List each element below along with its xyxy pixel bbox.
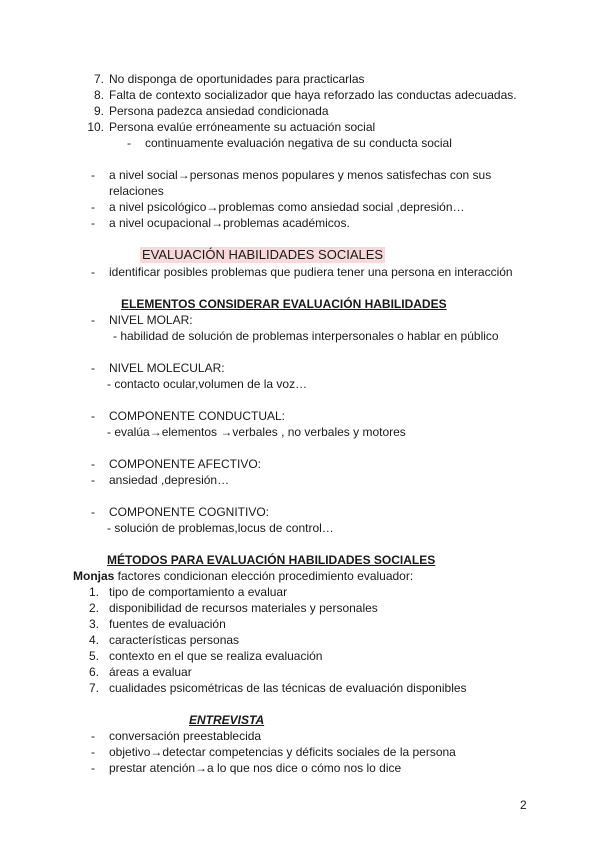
element-detail: - evalúa→elementos →verbales , no verbales y motores [107,425,406,439]
methods-intro-text: factores condicionan elección procedimiento evaluador: [114,569,414,583]
list-item-continuation: relaciones [109,184,164,198]
list-item: a nivel ocupacional→problemas académicos. [109,216,350,230]
list-number: 8. [93,88,104,102]
element-title: COMPONENTE COGNITIVO: [109,505,270,519]
list-number: 7. [93,72,104,86]
bullet-dash: - [91,361,95,375]
element-title: COMPONENTE CONDUCTUAL: [109,409,286,423]
element-title: COMPONENTE AFECTIVO: [109,457,262,471]
list-number: 4. [88,633,99,647]
methods-intro [73,568,413,584]
bullet-dash: - [91,745,95,759]
bullet-dash: - [91,409,95,423]
bullet-dash: - [91,265,95,279]
list-item: tipo de comportamiento a evaluar [109,585,288,599]
list-item: fuentes de evaluación [109,617,226,631]
element-detail: - habilidad de solución de problemas interpersonales o hablar en público [113,329,499,343]
list-item: No disponga de oportunidades para practicarlas [109,72,365,86]
list-item: características personas [109,633,240,647]
list-item: conversación preestablecida [109,729,262,743]
bullet-dash: - [91,200,95,214]
highlighted-heading: EVALUACIÓN HABILIDADES SOCIALES [142,247,384,262]
list-number: 1. [88,585,99,599]
list-item: identificar posibles problemas que pudiera tener una persona en interacción [109,265,513,279]
bullet-dash: - [127,136,131,150]
bullet-dash: - [91,729,95,743]
element-title: NIVEL MOLAR: [109,313,193,327]
list-number: 5. [88,649,99,663]
list-item: prestar atención→a lo que nos dice o cómo nos lo dice [109,761,402,775]
author-name: Monjas [73,569,115,583]
list-item: áreas a evaluar [109,665,192,679]
element-detail: ansiedad ,depresión… [109,473,230,487]
list-item: cualidades psicométricas de las técnicas de evaluación disponibles [109,681,467,695]
bullet-dash: - [91,505,95,519]
bullet-dash: - [91,473,95,487]
list-number: 6. [88,665,99,679]
bullet-dash: - [91,168,95,182]
list-number: 2. [88,601,99,615]
element-title: NIVEL MOLECULAR: [109,361,225,375]
list-item: a nivel psicológico→problemas como ansiedad social ,depresión… [109,200,465,214]
list-item: contexto en el que se realiza evaluación [109,649,323,663]
sub-list-item: continuamente evaluación negativa de su conducta social [145,136,452,150]
list-number: 9. [93,104,104,118]
bullet-dash: - [91,313,95,327]
list-item: disponibilidad de recursos materiales y personales [109,601,378,615]
section-heading: ELEMENTOS CONSIDERAR EVALUACIÓN HABILIDADES [121,297,447,311]
list-item: a nivel social→personas menos populares y menos satisfechas con sus [109,168,492,182]
section-heading: ENTREVISTA [189,713,265,727]
list-item: Persona evalúe erróneamente su actuación social [109,120,376,134]
page-number: 2 [520,798,527,812]
element-detail: - solución de problemas,locus de control… [107,521,334,535]
section-heading: MÉTODOS PARA EVALUACIÓN HABILIDADES SOCIALES [107,553,436,567]
list-number: 10. [87,120,104,134]
element-detail: - contacto ocular,volumen de la voz… [107,377,308,391]
bullet-dash: - [91,216,95,230]
list-item: Falta de contexto socializador que haya reforzado las conductas adecuadas. [109,88,517,102]
list-number: 7. [88,681,99,695]
bullet-dash: - [91,457,95,471]
list-item: objetivo→detectar competencias y déficits sociales de la persona [109,745,456,759]
list-number: 3. [88,617,99,631]
bullet-dash: - [91,761,95,775]
list-item: Persona padezca ansiedad condicionada [109,104,329,118]
